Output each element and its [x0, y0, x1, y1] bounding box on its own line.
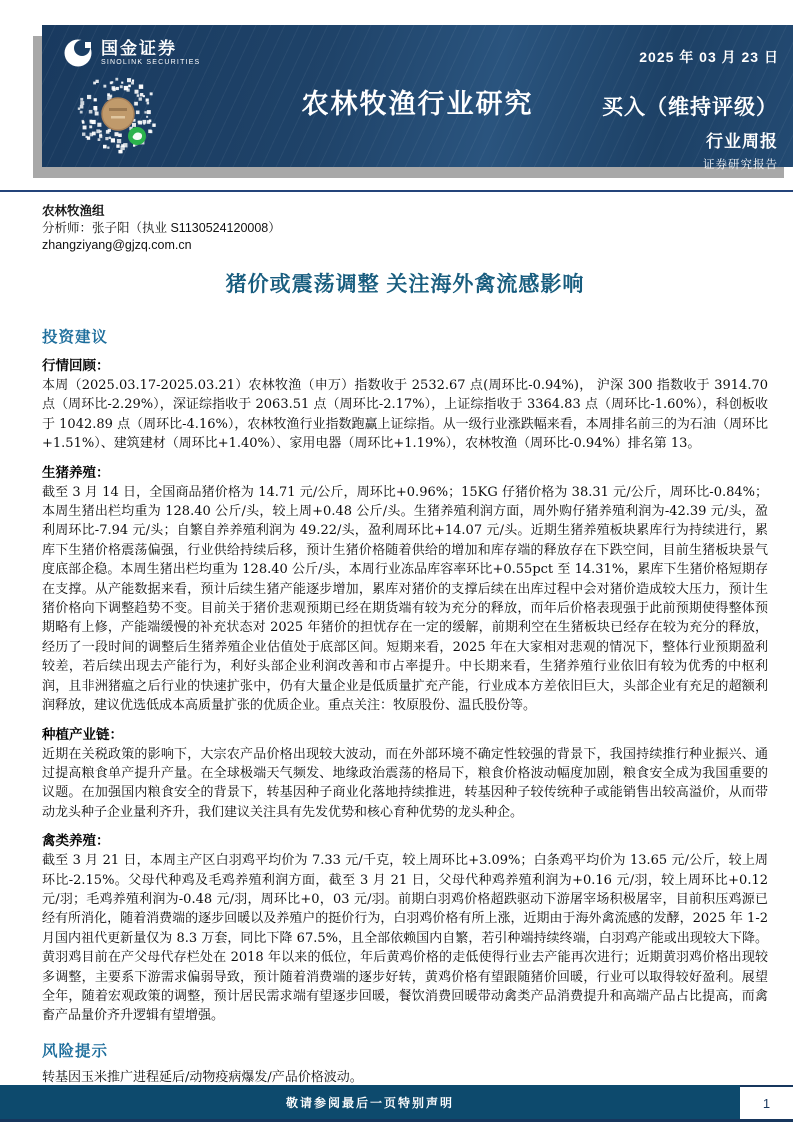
header-banner	[42, 25, 793, 171]
report-type: 行业周报	[706, 132, 778, 151]
rating-label: 买入（维持评级）	[602, 96, 778, 119]
wechat-icon	[128, 127, 146, 145]
analyst-block	[42, 203, 768, 254]
subsection-text: 本周（2025.03.17-2025.03.21）农林牧渔（申万）指数收于 2532.67 点(周环比-0.94%)， 沪深 300 指数收于 3914.70 点（周环比-2.29%），深证综指收于 2063.51 点（周环比-2.17%），上证综指收于 3364.83 点（周环比-1.60%），科创板收于 1042.89 点（周环比-4.16%），农林牧渔行业指数跑赢上证综指。从一级行业涨跌幅来看，本周排名前三的为石油（周环比+1.51%）、建筑建材（周环比+1.40%）、家用电器（周环比+1.19%），农林牧渔（周环比-0.94%）排名第 13。	[42, 378, 768, 452]
header-divider	[0, 190, 793, 192]
subsection-heading: 禽类养殖：	[42, 833, 110, 850]
subsection-heading: 种植产业链：	[42, 726, 123, 743]
company-name-cn: 国金证券	[101, 38, 177, 58]
qr-code-icon	[77, 73, 159, 155]
rating-block	[602, 91, 778, 172]
subsection-planting-chain	[42, 723, 768, 823]
analyst-name-line: 分析师：张子阳（执业 S1130524120008）	[42, 221, 281, 235]
company-logo	[63, 38, 200, 68]
report-category: 证券研究报告	[703, 159, 778, 171]
subsection-hog-farming	[42, 461, 768, 716]
footer-disclaimer-bar	[0, 1085, 740, 1119]
report-headline: 猪价或震荡调整 关注海外禽流感影响	[225, 273, 585, 296]
page-number: 1	[762, 1095, 771, 1111]
report-body	[0, 203, 793, 1087]
report-date: 2025 年 03 月 23 日	[639, 49, 779, 65]
section-heading-investment: 投资建议	[42, 329, 109, 346]
analyst-team: 农林牧渔组	[42, 204, 105, 218]
subsection-heading: 生猪养殖：	[42, 464, 110, 481]
subsection-market-review	[42, 354, 768, 454]
company-name-en: SINOLINK SECURITIES	[101, 58, 201, 66]
subsection-text: 近期在关税政策的影响下，大宗农产品价格出现较大波动，而在外部环境不确定性较强的背景下，我国持续推行种业振兴、通过提高粮食单产提升产量。在全球极端天气频发、地缘政治震荡的格局下，粮食价格波动幅度加剧，粮食安全成为我国重要的议题。在加强国内粮食安全的背景下，转基因种子商业化落地持续推进，转基因种子较传统种子或能销售出较高溢价，从而带动龙头种子企业量利齐升，我们建议关注具有先发优势和核心育种优势的龙头种企。	[42, 746, 768, 820]
section-heading-risk: 风险提示	[42, 1042, 109, 1060]
company-logo-text	[101, 40, 200, 67]
page-number-box	[740, 1085, 793, 1119]
subsection-poultry-farming	[42, 829, 768, 1026]
footer-disclaimer: 敬请参阅最后一页特别声明	[285, 1095, 454, 1110]
risk-text: 转基因玉米推广进程延后/动物疫病爆发/产品价格波动。	[42, 1069, 363, 1085]
page-footer	[0, 1085, 793, 1122]
sinolink-logo-icon	[63, 38, 93, 68]
analyst-email: zhangziyang@gjzq.com.cn	[42, 238, 192, 252]
subsection-heading: 行情回顾：	[42, 358, 110, 374]
subsection-text: 截至 3 月 14 日，全国商品猪价格为 14.71 元/公斤，周环比+0.96%；15KG 仔猪价格为 38.31 元/公斤，周环比-0.84%；本周生猪出栏均重为 128.40 公斤/头，较上周+0.48 公斤/头。生猪养殖利润方面，周外购仔猪养殖利润为-42.39 元/头，盈利周环比-7.94 元/头；自繁自养养殖利润为 49.22/头，盈利周环比+14.07 元/头。近期生猪养殖板块累库行为持续进行，累库下生猪价格震荡偏强，行业供给持续后移，预计生猪价格随着供给的增加和库存端的释放存在下跌空间，目前生猪板块景气度底部企稳。本周生猪出栏均重为 128.40 公斤/头，本周行业冻品库容率环比+0.55pct 至 14.31%，累库下生猪价格短期存在支撑。从产能数据来看，预计后续生猪产能逐步增加，累库对猪价的支撑后续在出库过程中会对猪价造成较大压力，预计生猪价格向下调整趋势不变。目前关于猪价悲观预期已经在期货端有较为充分的释放，而年后价格表现强于此前预期使得整体预期略有上修，产能端缓慢的补充状态对 2025 年猪价的担忧存在一定的缓解，前期利空在生猪板块已经存在较为充分的释放，经历了一段时间的调整后生猪养殖企业估值处于底部区间。短期来看，2025 年在大家相对悲观的情况下，整体行业预期盈利较差，若后续出现去产能行为，利好头部企业利润改善和市占率提升。中长期来看，生猪养殖行业依旧有较为优秀的中枢利润，且非洲猪瘟之后行业的快速扩张中，仍有大量企业是低质量扩充产能，行业成本方差依旧巨大，头部企业有充足的超额利润释放，建议优选低成本高质量扩张的优质企业。重点关注：牧原股份、温氏股份等。	[42, 484, 768, 714]
report-title: 农林牧渔行业研究	[301, 89, 534, 119]
subsection-text: 截至 3 月 21 日，本周主产区白羽鸡平均价为 7.33 元/千克，较上周环比+3.09%；白条鸡平均价为 13.65 元/公斤，较上周环比-2.15%。父母代种鸡及毛鸡养殖利润方面，截至 3 月 21 日，父母代种鸡养殖利润为+0.16 元/羽，较上周环比+0.12 元/羽；毛鸡养殖利润为-0.48 元/羽，周环比+0，03 元/羽。前期白羽鸡价格超跌驱动下游屠宰场积极屠宰，目前积压鸡源已经有所消化，随着消费端的逐步回暖以及养殖户的挺价行为，白羽鸡价格有所上涨，近期由于海外禽流感的发酵，2025 年 1-2 月国内祖代更新量仅为 8.3 万套，同比下降 67.5%，且全部依赖国内自繁，若引种端持续终端，白羽鸡产能或出现较大下降。黄羽鸡目前在产父母代存栏处在 2018 年以来的低位，年后黄鸡价格的走低使得行业去产能再次进行；近期黄羽鸡价格出现较多调整，主要系下游需求偏弱导致，预计随着消费端的逐步好转，黄鸡价格有望跟随猪价回暖，行业可以取得较好盈利。展望全年，随着宏观政策的调整，预计居民需求端有望逐步回暖，餐饮消费回暖带动禽类产品消费提升和高端产品占比提高，而禽畜产品量价齐升逻辑有望增强。	[42, 853, 768, 1024]
